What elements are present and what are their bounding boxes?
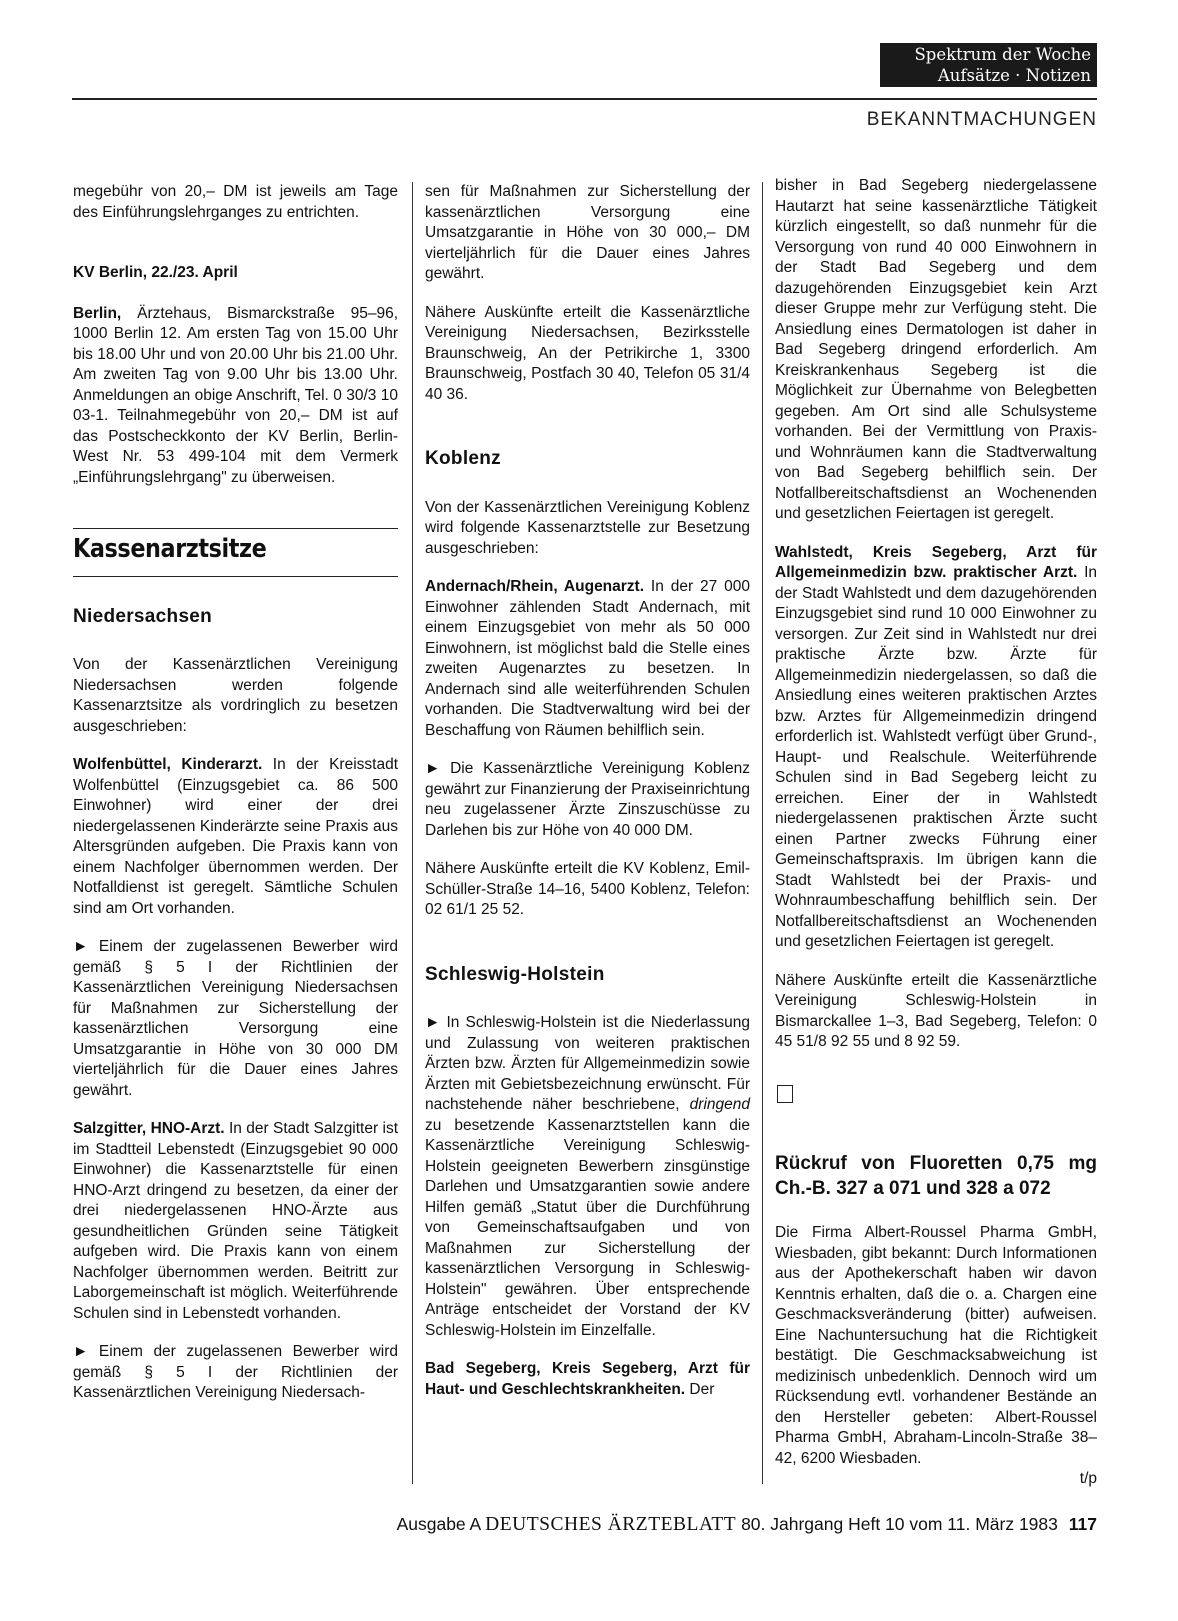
andernach-text: In der 27 000 Einwohner zählenden Stadt Andernach, mit einem Einzugsgebiet von mehr als 50 000 Einwohnern, ist möglichst bald die Stelle eines zweiten Augenarztes zu besetzen. In Andernach sind alle weiterführenden Schulen vorhanden. Die Stadtverwaltung wird bei der Beschaffung von Räumen behilflich sein. <box>425 578 750 739</box>
section-label: BEKANNTMACHUNGEN <box>866 109 1097 130</box>
column-divider-2 <box>762 182 763 1484</box>
wolfenbuettel-lead: Wolfenbüttel, Kinderarzt. <box>73 756 263 773</box>
sh-text-b: zu besetzende Kassenarztstellen kann die Kassenärztliche Vereinigung Schleswig-Holstein geeigneten Bewerbern zinsgünstige Darlehen und Umsatzgarantien sowie andere Hilfen gemäß „Statut über die Durchführung von Gemeinschaftsaufgaben und von Maßnahmen zur Sicherstellung der kassenärztlichen Versorgung in Schleswig-Holstein" gewähren. Über entsprechende Anträge entscheidet der Vorstand der KV Schleswig-Holstein im Einzelfalle. <box>425 1116 750 1339</box>
salzgitter-text: In der Stadt Salzgitter ist im Stadtteil Lebenstedt (Einzugsgebiet 90 000 Einwohner) die Kassenarztstelle für einen HNO-Arzt dringend zu besetzen, da einer der drei niedergelassenen HNO-Ärzte aus gesundheitlichen Gründen seine Tätigkeit aufgeben wird. Die Praxis kann von einem Nachfolger übernommen werden. Beitritt zur Laborgemeinschaft ist möglich. Weiterführende Schulen sind in Lebenstedt vorhanden. <box>73 1120 398 1322</box>
wahlstedt-lead: Wahlstedt, Kreis Segeberg, Arzt für Allgemeinmedizin bzw. praktischer Arzt. <box>775 543 1097 581</box>
footer-issue: 80. Jahrgang Heft 10 vom 11. März 1983 <box>741 1514 1058 1534</box>
salzgitter-lead: Salzgitter, HNO-Arzt. <box>73 1120 225 1137</box>
paragraph-cont: sen für Maßnahmen zur Sicherstellung der kassenärztlichen Versorgung eine Umsatzgarantie in Höhe von 30 000,– DM vierteljährlich für die Dauer eines Jahres gewährt. <box>425 183 750 282</box>
paragraph-koblenz: Von der Kassenärztlichen Vereinigung Koblenz wird folgende Kassenarztstelle zur Besetzung ausgeschrieben: <box>425 498 750 557</box>
paragraph-niedersachsen: Von der Kassenärztlichen Vereinigung Niedersachsen werden folgende Kassenarztsitze als vordringlich zu besetzen ausgeschrieben: <box>73 656 398 735</box>
rueckruf-signature: t/p <box>1079 1470 1097 1487</box>
main-heading <box>73 528 398 577</box>
bad-segeberg-lead: Bad Segeberg, Kreis Segeberg, Arzt für Haut- und Geschlechtskrankheiten. <box>425 1360 750 1398</box>
column-3 <box>775 176 1097 1490</box>
kv-berlin-heading: KV Berlin, 22./23. April <box>73 264 238 281</box>
koblenz-heading: Koblenz <box>425 448 501 469</box>
column-2 <box>425 182 750 1418</box>
sh-text-a: ► In Schleswig-Holstein ist die Niederlassung und Zulassung von weiteren praktischen Ärzten bzw. Ärzten für Allgemeinmedizin sowie Ärzten mit Gebietsbezeichnung erwünscht. Für nachstehende näher beschriebene, <box>425 1014 750 1113</box>
paragraph-garantie-2: ► Einem der zugelassenen Bewerber wird gemäß § 5 I der Richtlinien der Kassenärztlichen Vereinigung Niedersach- <box>73 1343 398 1401</box>
paragraph-kv-sh: Nähere Auskünfte erteilt die Kassenärztliche Vereinigung Schleswig-Holstein in Bismarckallee 1–3, Bad Segeberg, Telefon: 0 45 51/8 92 55 und 8 92 59. <box>775 971 1097 1050</box>
schleswig-holstein-heading: Schleswig-Holstein <box>425 963 605 985</box>
bad-segeberg-text: Der <box>685 1380 715 1398</box>
footer-journal: DEUTSCHES ÄRZTEBLATT <box>485 1514 737 1535</box>
paragraph-andernach <box>425 577 750 741</box>
page-footer <box>397 1514 1097 1536</box>
paragraph-wolfenbuettel <box>73 755 398 919</box>
column-1 <box>73 182 398 1422</box>
wolfenbuettel-text: In der Kreisstadt Wolfenbüttel (Einzugsgebiet ca. 86 500 Einwohner) wird einer der drei niedergelassenen Kinderärzte seine Praxis aus Altersgründen aufgeben. Die Praxis kann von einem Nachfolger übernommen werden. Der Notfalldienst ist geregelt. Sämtliche Schulen sind am Ort vorhanden. <box>73 756 398 917</box>
column-divider-1 <box>412 182 413 1484</box>
paragraph-intro: megebühr von 20,– DM ist jeweils am Tage des Einführungslehrganges zu entrichten. <box>73 183 398 221</box>
header-tag <box>880 43 1097 87</box>
paragraph-zinszuschuss: ► Die Kassenärztliche Vereinigung Koblenz gewährt zur Finanzierung der Praxiseinrichtung neu zugelassener Ärzte Zinszuschüsse zu Darlehen bis zur Höhe von 40 000 DM. <box>425 760 750 839</box>
andernach-lead: Andernach/Rhein, Augenarzt. <box>425 578 645 595</box>
end-marker-box-icon <box>777 1085 793 1103</box>
paragraph-wahlstedt <box>775 543 1097 953</box>
paragraph-salzgitter <box>73 1119 398 1324</box>
paragraph-hautarzt: bisher in Bad Segeberg niedergelassene Hautarzt hat seine kassenärztliche Tätigkeit kürzlich eingestellt, so daß nunmehr für die Versorgung von rund 40 000 Einwohnern in der Stadt Bad Segeberg und dem dazugehörenden Einzugsgebiet kein Arzt dieser Gruppe mehr zur Verfügung steht. Die Ansiedlung eines Dermatologen ist daher in Bad Segeberg dringend erforderlich. Am Kreiskrankenhaus Segeberg ist die Möglichkeit zur Übernahme von Belegbetten gegeben. Am Ort sind alle Schulsysteme vorhanden. Bei der Vermittlung von Praxis- und Wohnräumen kann die Stadtverwaltung von Bad Segeberg behilflich sein. Der Notfallbereitschaftsdienst an Wochenenden und gesetzlichen Feiertagen ist geregelt. <box>775 177 1097 522</box>
rueckruf-heading: Rückruf von Fluoretten 0,75 mg Ch.-B. 327 a 071 und 328 a 072 <box>775 1153 1097 1199</box>
header-tag-line1: Spektrum der Woche <box>914 45 1091 64</box>
main-heading-text: Kassenarztsitze <box>73 534 267 564</box>
paragraph-schleswig-holstein <box>425 1013 750 1341</box>
paragraph-garantie: ► Einem der zugelassenen Bewerber wird gemäß § 5 I der Richtlinien der Kassenärztlichen Vereinigung Niedersachsen für Maßnahmen zur Sicherstellung der kassenärztlichen Versorgung eine Umsatzgarantie in Höhe von 30 000 DM vierteljährlich für die Dauer eines Jahres gewährt. <box>73 938 398 1099</box>
footer-page-number: 117 <box>1068 1514 1097 1534</box>
header-tag-line2: Aufsätze · Notizen <box>937 66 1091 85</box>
paragraph-auskunft-nds: Nähere Auskünfte erteilt die Kassenärztliche Vereinigung Niedersachsen, Bezirksstelle Braunschweig, An der Petrikirche 1, 3300 Braunschweig, Postfach 30 40, Telefon 05 31/4 40 36. <box>425 303 750 403</box>
footer-edition: Ausgabe A <box>396 1514 481 1534</box>
header-rule <box>72 98 1097 100</box>
wahlstedt-text: In der Stadt Wahlstedt und dem dazugehörenden Einzugsgebiet sind rund 10 000 Einwohner zu versorgen. Zur Zeit sind in Wahlstedt nur drei praktische Ärzte bzw. Ärzte für Allgemeinmedizin niedergelassen, so daß die Ansiedlung eines weiteren praktischen Arztes bzw. Arztes für Allgemeinmedizin dringend erforderlich ist. Wahlstedt verfügt über Grund-, Haupt- und Realschule. Weiterführende Schulen sind in Bad Segeberg leicht zu erreichen. Einer der in Wahlstedt niedergelassenen praktischen Ärzte sucht einen Partner zwecks Führung einer Gemeinschaftspraxis. Im übrigen kann die Stadt Wahlstedt bei der Praxis- und Wohnraumbeschaffung behilflich sein. Der Notfallbereitschaftsdienst an Wochenenden und gesetzlichen Feiertagen ist geregelt. <box>775 564 1097 950</box>
berlin-text: Ärztehaus, Bismarckstraße 95–96, 1000 Berlin 12. Am ersten Tag von 15.00 Uhr bis 18.00 Uhr und von 20.00 Uhr bis 21.00 Uhr. Am zweiten Tag von 9.00 Uhr bis 13.00 Uhr. Anmeldungen an obige Anschrift, Tel. 0 30/3 10 03-1. Teilnahmegebühr von 20,– DM ist auf das Postscheckkonto der KV Berlin, Berlin-West Nr. 53 499-104 mit dem Vermerk „Einführungslehrgang" zu überweisen. <box>73 304 398 486</box>
berlin-lead: Berlin, <box>73 304 122 322</box>
paragraph-rueckruf: Die Firma Albert-Roussel Pharma GmbH, Wiesbaden, gibt bekannt: Durch Informationen aus der Apothekerschaft haben wir davon Kenntnis erhalten, daß die o. a. Chargen eine Geschmacksveränderung (bitter) aufweisen. Eine Nachuntersuchung hat die Richtigkeit bestätigt. Die Geschmacksabweichung ist medizinisch unbedenklich. Dennoch wird um Rücksendung evtl. vorhandener Bestände an den Hersteller gebeten: Albert-Roussel Pharma GmbH, Abraham-Lincoln-Straße 38–42, 6200 Wiesbaden. <box>775 1224 1097 1467</box>
paragraph-kv-koblenz: Nähere Auskünfte erteilt die KV Koblenz, Emil-Schüller-Straße 14–16, 5400 Koblenz, Telefon: 02 61/1 25 52. <box>425 860 750 918</box>
niedersachsen-heading: Niedersachsen <box>73 605 213 627</box>
sh-emphasis: dringend <box>689 1096 750 1113</box>
paragraph-bad-segeberg <box>425 1359 750 1400</box>
paragraph-berlin <box>73 304 398 489</box>
